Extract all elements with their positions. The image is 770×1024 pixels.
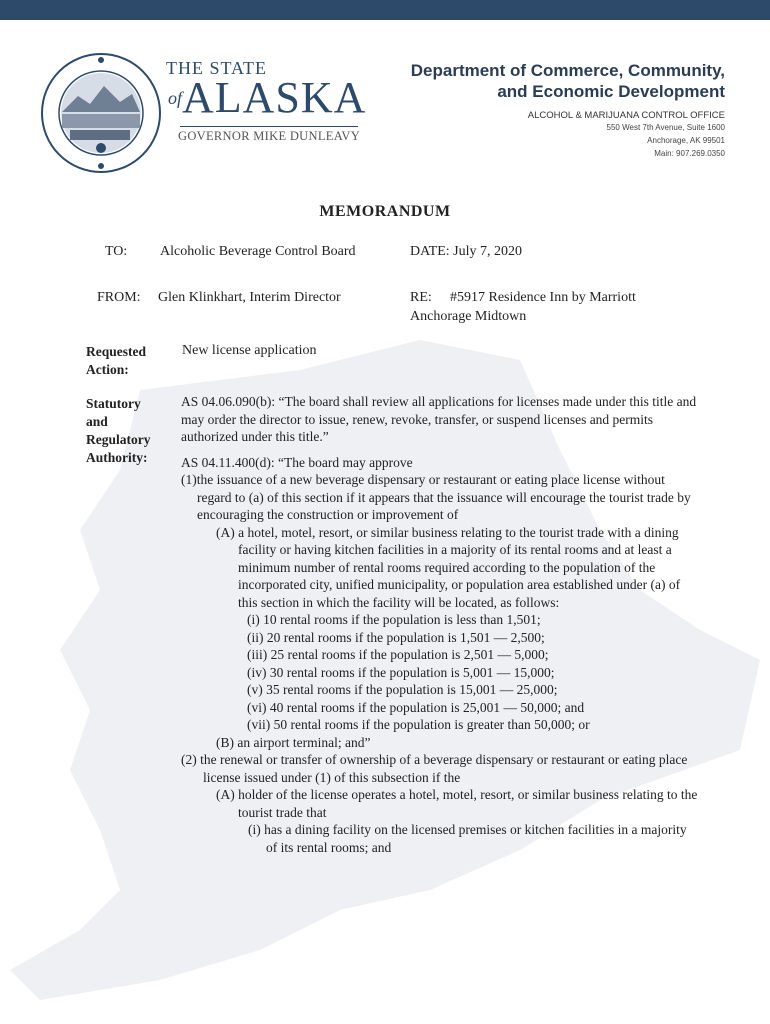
- logo-of: of: [168, 88, 183, 108]
- memo-title: MEMORANDUM: [319, 203, 451, 220]
- office-name: ALCOHOL & MARIJUANA CONTROL OFFICE: [527, 110, 725, 121]
- address-line-1: 550 West 7th Avenue, Suite 1600: [606, 123, 725, 132]
- state-seal: [40, 52, 162, 174]
- statute-paragraph-1: AS 04.06.090(b): “The board shall review all applications for licenses made under this title and may order the director to issue, renew, revoke, transfer, or suspend licenses and permits authorized under this title.”: [181, 394, 697, 444]
- re-line-2: Anchorage Midtown: [410, 309, 527, 324]
- to-value: Alcoholic Beverage Control Board: [160, 244, 356, 259]
- list-item: (v) 35 rental rooms if the population is 15,001 — 25,000;: [247, 682, 558, 697]
- main-phone: Main: 907.269.0350: [654, 149, 725, 158]
- statute-clause-2a: (A) holder of the license operates a hotel, motel, resort, or similar business relating to the tourist trade that: [216, 787, 698, 820]
- re-line-1: #5917 Residence Inn by Marriott: [450, 290, 636, 305]
- header-bar: [0, 0, 770, 20]
- governor-name: GOVERNOR MIKE DUNLEAVY: [178, 129, 361, 143]
- from-label: FROM:: [97, 290, 141, 305]
- list-item: (iv) 30 rental rooms if the population is 5,001 — 15,000;: [247, 664, 555, 680]
- list-item: (i) 10 rental rooms if the population is less than 1,501;: [247, 612, 541, 627]
- list-item: (vi) 40 rental rooms if the population is 25,001 — 50,000; and: [247, 699, 585, 715]
- logo-the-state: THE STATE: [166, 58, 268, 78]
- to-label: TO:: [105, 244, 128, 259]
- department-block: [411, 60, 725, 160]
- statute-clause-1: (1)the issuance of a new beverage dispensary or restaurant or eating place license without regard to (a) of this section if it appears that the issuance will encourage the tourist trade by encouraging the construction or improvement of: [181, 472, 691, 522]
- statute-clause-2a-i: (i) has a dining facility on the licensed premises or kitchen facilities in a majority of its rental rooms; and: [248, 822, 687, 855]
- department-name-1: Department of Commerce, Community,: [410, 61, 725, 80]
- memo-body: [181, 393, 701, 856]
- department-name-2: and Economic Development: [497, 82, 725, 101]
- date-field: DATE: July 7, 2020: [410, 244, 522, 259]
- statute-clause-1a: (A) a hotel, motel, resort, or similar business relating to the tourist trade with a dining facility or having kitchen facilities in a majority of its rental rooms and at least a minimum number of rental rooms required according to the population of the incorporated city, unified municipality, or population area established under (a) of this section in which the facility will be located, as follows:: [216, 524, 681, 610]
- requested-action-value: New license application: [182, 343, 317, 358]
- statute-clause-1b: (B) an airport terminal; and”: [216, 734, 371, 750]
- from-value: Glen Klinkhart, Interim Director: [158, 290, 341, 305]
- statute-paragraph-2: AS 04.11.400(d): “The board may approve: [181, 454, 413, 470]
- list-item: (iii) 25 rental rooms if the population is 2,501 — 5,000;: [247, 647, 549, 662]
- statutory-authority-label: Statutory and Regulatory Authority:: [86, 396, 151, 465]
- list-item: (vii) 50 rental rooms if the population is greater than 50,000; or: [247, 717, 590, 732]
- address-line-2: Anchorage, AK 99501: [647, 136, 725, 145]
- re-label: RE:: [410, 290, 432, 305]
- logo-rule: [180, 126, 358, 127]
- requested-action-label: Requested Action:: [86, 344, 146, 377]
- list-item: (ii) 20 rental rooms if the population is 1,501 — 2,500;: [247, 629, 545, 645]
- logo-alaska: ALASKA: [182, 73, 367, 122]
- statute-clause-2: (2) the renewal or transfer of ownership of a beverage dispensary or restaurant or eating place license issued under (1) of this subsection if the: [181, 752, 688, 785]
